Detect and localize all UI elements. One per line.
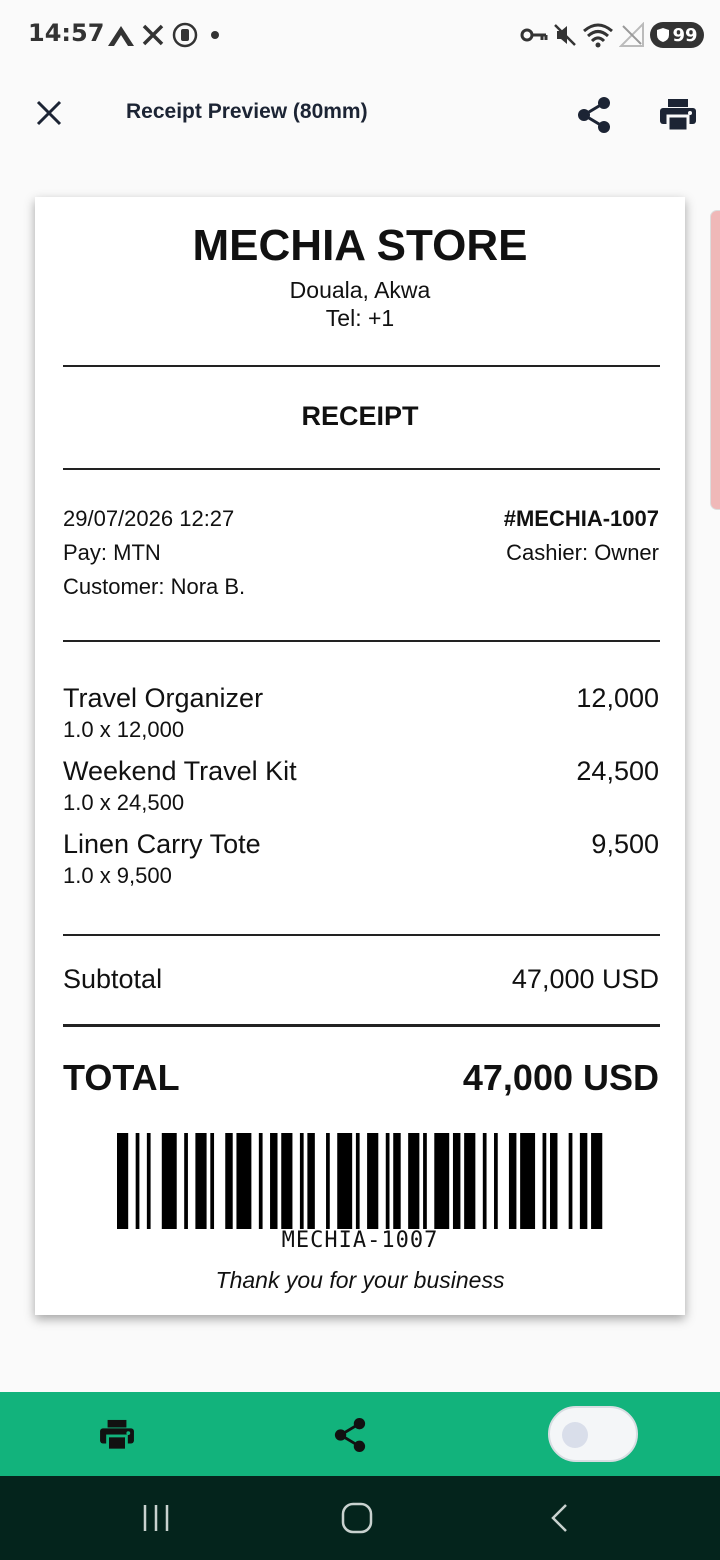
dot-icon (208, 20, 222, 50)
signal-arc-icon (104, 20, 138, 50)
share-icon (576, 96, 612, 134)
item-qty: 1.0 x 12,000 (63, 717, 185, 742)
no-signal-icon (618, 20, 646, 50)
barcode-bar (356, 1133, 360, 1229)
barcode-bar (307, 1133, 314, 1229)
back-button[interactable] (530, 1496, 590, 1540)
customer: Customer: Nora B. (63, 574, 246, 599)
barcode-bar (386, 1133, 390, 1229)
back-icon (548, 1502, 572, 1534)
print-icon (659, 98, 697, 132)
total-label: TOTAL (63, 1057, 180, 1098)
thank-you-note: Thank you for your business (215, 1267, 505, 1293)
item-name: Travel Organizer (63, 683, 264, 713)
barcode-bar (117, 1133, 128, 1229)
barcode-bar (225, 1133, 232, 1229)
vpn-key-icon (520, 20, 548, 50)
subtotal-value: 47,000 USD (511, 964, 659, 994)
receipt-datetime: 29/07/2026 12:27 (63, 506, 235, 531)
barcode-bar (550, 1133, 557, 1229)
divider (63, 1024, 660, 1027)
barcode-bar (147, 1133, 151, 1229)
barcode-bar (367, 1133, 378, 1229)
item-amount: 12,000 (576, 683, 659, 713)
barcode-bar (184, 1133, 188, 1229)
recents-icon (141, 1503, 171, 1533)
status-bar (0, 0, 720, 70)
battery-icon (650, 22, 704, 48)
app-bar (0, 76, 720, 152)
barcode-bar (591, 1133, 602, 1229)
barcode-bar (326, 1133, 330, 1229)
toggle-switch[interactable] (548, 1406, 638, 1462)
print-button[interactable] (653, 90, 703, 140)
barcode-bar (393, 1133, 400, 1229)
mute-icon (552, 20, 578, 50)
barcode-bar (509, 1133, 516, 1229)
item-amount: 24,500 (576, 756, 659, 786)
item-qty: 1.0 x 9,500 (63, 863, 172, 888)
store-phone: Tel: +1 (325, 305, 395, 331)
receipt-label: RECEIPT (301, 401, 419, 431)
scroll-handle[interactable] (710, 210, 720, 510)
close-icon (35, 99, 63, 127)
divider (63, 640, 660, 642)
cashier: Cashier: Owner (506, 540, 659, 565)
home-icon (340, 1501, 374, 1535)
barcode-bar (300, 1133, 304, 1229)
barcode-bar (195, 1133, 206, 1229)
share-button[interactable] (569, 90, 619, 140)
barcode (117, 1133, 606, 1229)
barcode-bar (494, 1133, 498, 1229)
screen-record-icon (172, 20, 198, 50)
system-nav-bar (0, 1476, 720, 1560)
store-name: MECHIA STORE (192, 221, 528, 270)
print-icon (99, 1419, 135, 1451)
recents-button[interactable] (126, 1496, 186, 1540)
share-action-button[interactable] (325, 1410, 375, 1460)
barcode-bar (281, 1133, 292, 1229)
action-bar (0, 1392, 720, 1476)
barcode-bar (259, 1133, 263, 1229)
item-amount: 9,500 (591, 829, 659, 859)
page-title: Receipt Preview (80mm) (126, 100, 368, 123)
barcode-bar (483, 1133, 487, 1229)
barcode-bar (162, 1133, 177, 1229)
divider (63, 934, 660, 936)
item-qty: 1.0 x 24,500 (63, 790, 185, 815)
subtotal-label: Subtotal (63, 964, 163, 994)
barcode-bar (434, 1133, 449, 1229)
barcode-bar (580, 1133, 587, 1229)
barcode-bar (453, 1133, 460, 1229)
barcode-bar (136, 1133, 140, 1229)
barcode-bar (236, 1133, 251, 1229)
payment-method: Pay: MTN (63, 540, 161, 565)
item-name: Weekend Travel Kit (63, 756, 297, 786)
receipt-number: #MECHIA-1007 (503, 506, 659, 531)
battery-level: 99 (672, 24, 698, 46)
barcode-bar (408, 1133, 419, 1229)
barcode-bar (210, 1133, 214, 1229)
receipt-paper (35, 197, 685, 1315)
divider (63, 365, 660, 367)
status-time: 14:57 (28, 19, 105, 47)
barcode-bar (543, 1133, 547, 1229)
home-button[interactable] (327, 1496, 387, 1540)
total-value: 47,000 USD (462, 1057, 659, 1098)
print-action-button[interactable] (92, 1410, 142, 1460)
wifi-icon (582, 20, 614, 50)
toggle-knob (562, 1422, 588, 1448)
barcode-bar (569, 1133, 573, 1229)
barcode-bar (464, 1133, 475, 1229)
barcode-bar (423, 1133, 427, 1229)
barcode-text: MECHIA-1007 (281, 1228, 439, 1253)
barcode-bar (520, 1133, 535, 1229)
barcode-bar (337, 1133, 352, 1229)
barcode-bar (270, 1133, 277, 1229)
close-button[interactable] (26, 90, 72, 136)
x-logo-icon (140, 20, 166, 50)
divider (63, 468, 660, 470)
store-address: Douala, Akwa (289, 277, 431, 303)
share-icon (333, 1417, 367, 1453)
item-name: Linen Carry Tote (63, 829, 261, 859)
